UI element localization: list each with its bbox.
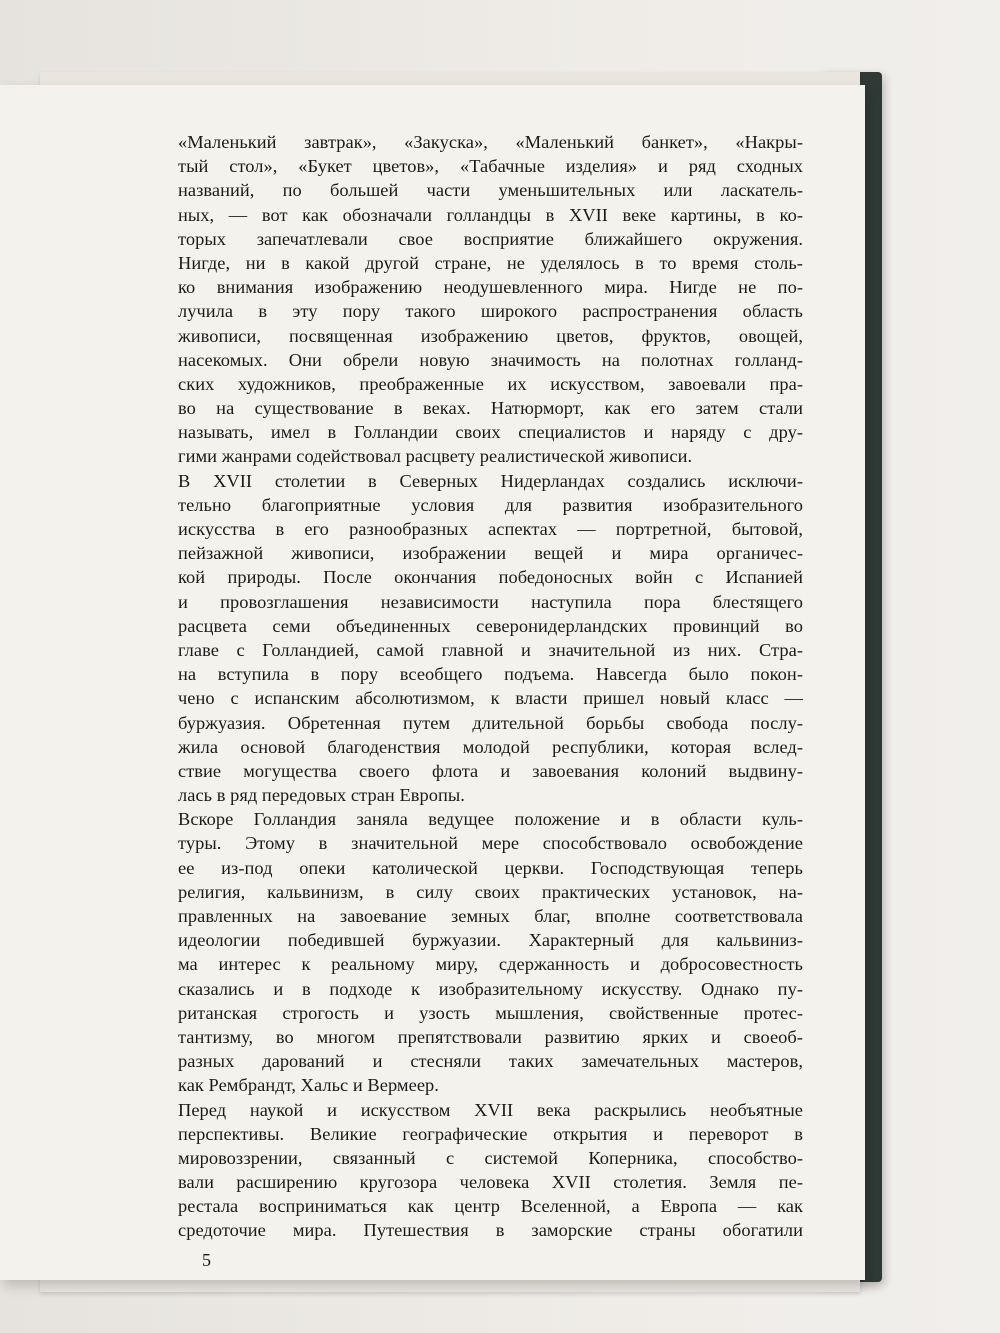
text-line: ее из-под опеки католической церкви. Господствующая теперь (178, 857, 803, 878)
text-line: Вскоре Голландия заняла ведущее положение и в области куль- (178, 809, 803, 830)
text-line: ко внимания изображению неодушевленного мира. Нигде не по- (178, 277, 803, 298)
text-line: «Маленький завтрак», «Закуска», «Маленький банкет», «Накры- (178, 132, 803, 152)
text-line: ма интерес к реальному миру, сдержанность и добросовестность (178, 954, 803, 975)
text-line: вали расширению кругозора человека XVII столетия. Земля пе- (178, 1172, 803, 1193)
text-line: ствие могущества своего флота и завоевания колоний выдвину- (178, 760, 803, 781)
text-line: и провозглашения независимости наступила пора блестящего (178, 591, 803, 612)
text-line: рестала восприниматься как центр Вселенной, а Европа — как (178, 1196, 803, 1217)
text-line: туры. Этому в значительной мере способствовало освобождение (178, 833, 803, 854)
text-line: ританская строгость и узость мышления, свойственные протес- (178, 1002, 803, 1023)
text-line: как Рембрандт, Хальс и Вермеер. (178, 1075, 439, 1096)
text-line: религия, кальвинизм, в силу своих практических установок, на- (178, 881, 803, 902)
text-line: В XVII столетии в Северных Нидерландах создались исключи- (178, 470, 803, 491)
text-line: тантизму, во многом препятствовали развитию ярких и своеоб- (178, 1026, 803, 1047)
text-line: правленных на завоевание земных благ, вполне соответствовала (178, 906, 803, 926)
text-line: пейзажной живописи, изображении вещей и мира органичес- (178, 543, 803, 564)
text-line: ных, — вот как обозначали голландцы в XVII веке картины, в ко- (178, 204, 803, 225)
text-line: жила основой благоденствия молодой республики, которая вслед- (178, 736, 803, 757)
text-line: сказались и в подходе к изобразительному искусству. Однако пу- (178, 978, 803, 999)
text-line: Нигде, ни в какой другой стране, не уделялось в то время столь- (178, 252, 803, 273)
text-line: тый стол», «Букет цветов», «Табачные изделия» и ряд сходных (178, 156, 803, 177)
page-number: 5 (202, 1250, 211, 1270)
text-line: лась в ряд передовых стран Европы. (178, 785, 465, 806)
text-line: чено с испанским абсолютизмом, к власти пришел новый класс — (178, 688, 803, 709)
text-line: торых запечатлевали свое восприятие ближайшего окружения. (178, 228, 803, 249)
text-line: средоточие мира. Путешествия в заморские страны обогатили (178, 1220, 803, 1241)
text-line: мировоззрении, связанный с системой Коперника, способство- (178, 1147, 803, 1168)
text-line: во на существование в веках. Натюрморт, как его затем стали (178, 398, 803, 419)
text-line: главе с Голландией, самой главной и значительной из них. Стра- (178, 639, 803, 660)
text-line: Перед наукой и искусством XVII века раскрылись необъятные (178, 1099, 803, 1120)
text-line: буржуазия. Обретенная путем длительной борьбы свобода послу- (178, 712, 803, 733)
text-line: насекомых. Они обрели новую значимость на полотнах голланд- (178, 349, 803, 370)
text-line: гими жанрами содействовал расцвету реалистической живописи. (178, 446, 693, 467)
text-line: искусства в его разнообразных аспектах — портретной, бытовой, (178, 519, 803, 539)
text-line: тельно благоприятные условия для развития изобразительного (178, 494, 803, 515)
text-line: кой природы. После окончания победоносных войн с Испанией (178, 567, 803, 588)
body-text (178, 130, 803, 1243)
text-line: живописи, посвященная изображению цветов, фруктов, овощей, (178, 325, 803, 346)
text-line: разных дарований и стесняли таких замечательных мастеров, (178, 1051, 803, 1072)
text-line: перспективы. Великие географические открытия и переворот в (178, 1123, 803, 1144)
text-line: называть, имел в Голландии своих специалистов и наряду с дру- (178, 422, 803, 443)
text-line: лучила в эту пору такого широкого распространения область (178, 301, 803, 322)
book-page (0, 85, 865, 1280)
text-line: расцвета семи объединенных северонидерландских провинций во (178, 615, 803, 636)
text-line: идеологии победившей буржуазии. Характерный для кальвиниз- (178, 930, 803, 951)
text-line: названий, по большей части уменьшительных или ласкатель- (178, 180, 803, 201)
text-line: ских художников, преображенные их искусством, завоевали пра- (178, 373, 803, 394)
text-line: на вступила в пору всеобщего подъема. Навсегда было покон- (178, 664, 803, 685)
